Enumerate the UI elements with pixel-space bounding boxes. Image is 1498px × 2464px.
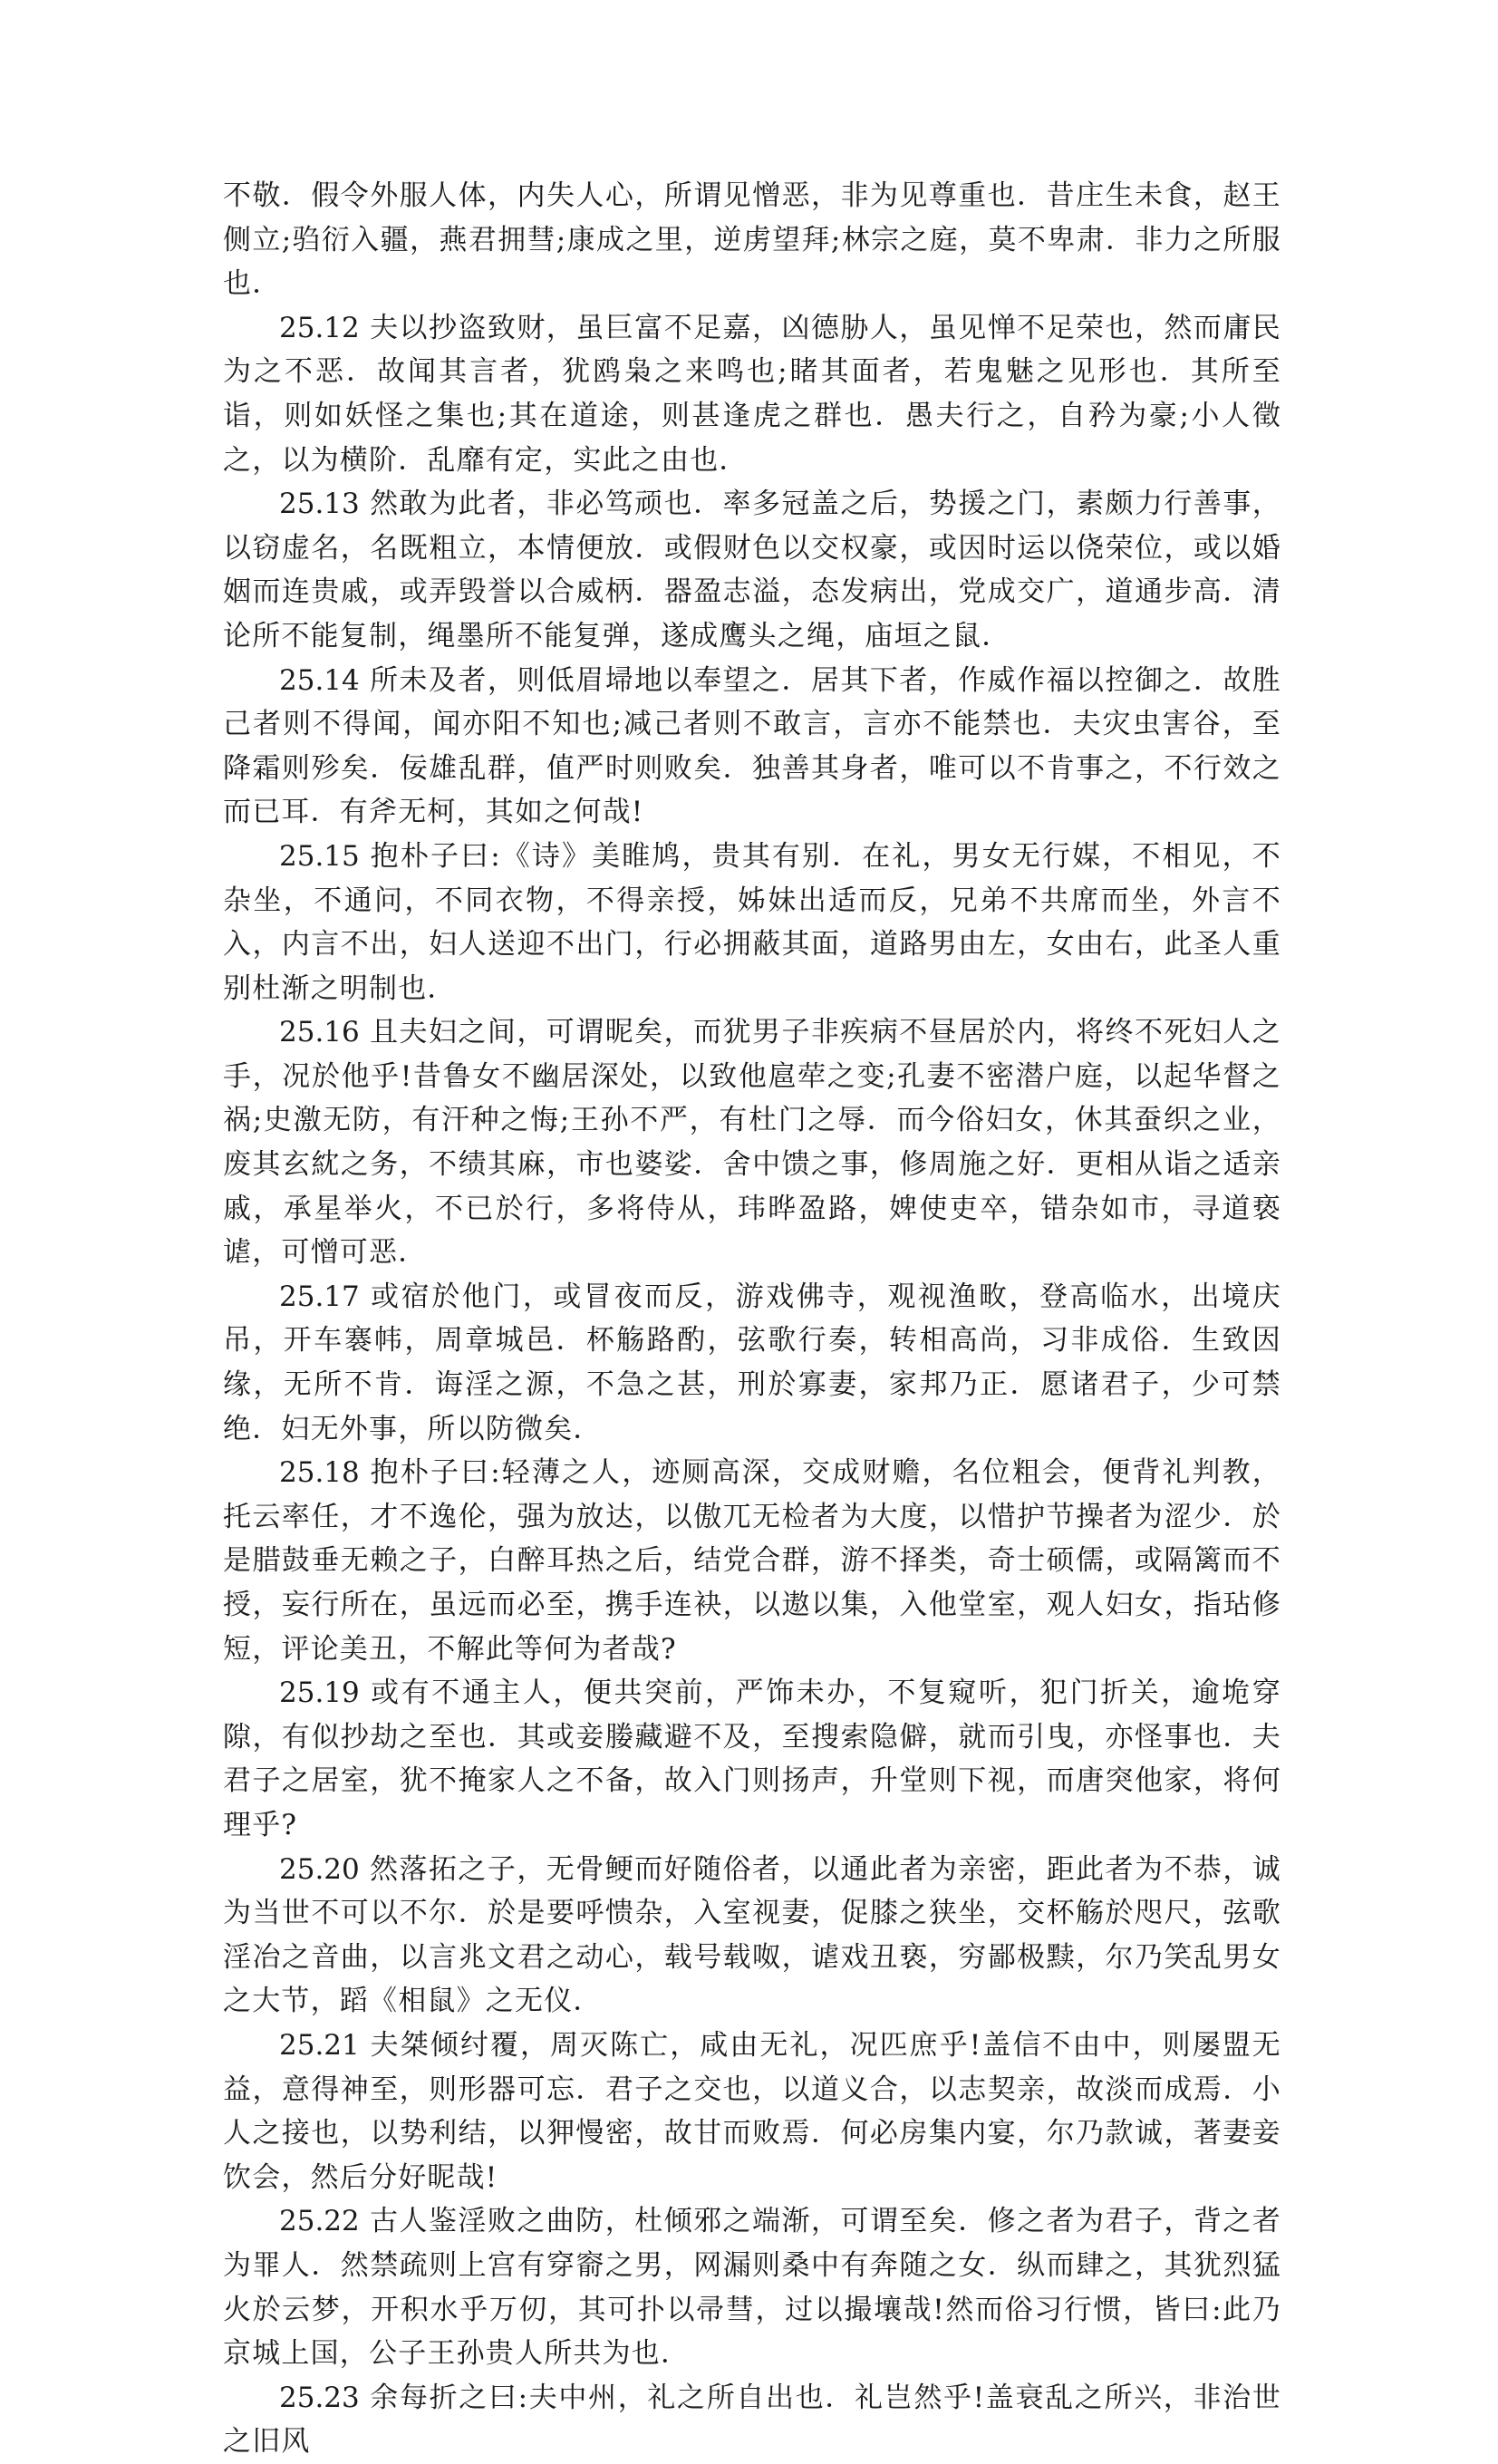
paragraph-number: 25.16 bbox=[279, 1016, 360, 1049]
paragraph-number: 25.13 bbox=[279, 488, 360, 521]
paragraph-text: 抱朴子曰:轻薄之人，迹厕高深，交成财赡，名位粗会，便背礼判教，托云率任，才不逸伦，强为放达，以傲兀无检者为大度，以惜护节操者为涩少．於是腊鼓垂无赖之子，白醉耳热之后，结党合群，游不择类，奇士硕儒，或隔篱而不授，妄行所在，虽远而必至，携手连袂，以遨以集，入他堂室，观人妇女，指玷修短，评论美丑，不解此等何为者哉? bbox=[223, 1456, 1281, 1666]
paragraph-text: 不敬．假令外服人体，内失人心，所谓见憎恶，非为见尊重也．昔庄生未食，赵王侧立;驺衍入疆，燕君拥彗;康成之里，逆虏望拜;林宗之庭，莫不卑肃．非力之所服也． bbox=[223, 179, 1281, 301]
paragraph-text: 古人鉴淫败之曲防，杜倾邪之端渐，可谓至矣．修之者为君子，背之者为罪人．然禁疏则上宫有穿窬之男，网漏则桑中有奔随之女．纵而肆之，其犹烈猛火於云梦，开积水乎万仞，其可扑以帚彗，过以撮壤哉!然而俗习行惯，皆曰:此乃京城上国，公子王孙贵人所共为也． bbox=[223, 2205, 1281, 2371]
paragraph-number: 25.21 bbox=[279, 2028, 360, 2062]
paragraph-text: 夫桀倾纣覆，周灭陈亡，咸由无礼，况匹庶乎!盖信不由中，则屡盟无益，意得神至，则形器可忘．君子之交也，以道义合，以志契亲，故淡而成焉．小人之接也，以势利结，以狎慢密，故甘而败焉．何必房集内宴，尔乃款诚，著妻妾饮会，然后分好昵哉! bbox=[223, 2028, 1282, 2194]
paragraph-number: 25.17 bbox=[279, 1280, 360, 1313]
paragraph-text: 然敢为此者，非必笃顽也．率多冠盖之后，势援之门，素颇力行善事，以窃虚名，名既粗立，本情便放．或假财色以交权豪，或因时运以侥荣位，或以婚姻而连贵戚，或弄毁誉以合威柄．器盈志溢，态发病出，党成交广，道通步高．清论所不能复制，绳墨所不能复弹，遂成鹰头之绳，庙垣之鼠． bbox=[223, 488, 1281, 652]
paragraph-25-15 bbox=[223, 835, 1281, 1010]
paragraph-text: 然落拓之子，无骨鲠而好随俗者，以通此者为亲密，距此者为不恭，诚为当世不可以不尔．於是要呼愦杂，入室视妻，促膝之狭坐，交杯觞於咫尺，弦歌淫冶之音曲，以言兆文君之动心，载号载呶，谑戏丑亵，穷鄙极黩，尔乃笑乱男女之大节，蹈《相鼠》之无仪． bbox=[223, 1852, 1281, 2018]
paragraph-25-17 bbox=[223, 1275, 1281, 1451]
paragraph-number: 25.18 bbox=[279, 1456, 360, 1490]
paragraph-25-23 bbox=[223, 2376, 1281, 2464]
paragraph-text: 夫以抄盗致财，虽巨富不足嘉，凶德胁人，虽见惮不足荣也，然而庸民为之不恶．故闻其言者，犹鸥枭之来鸣也;睹其面者，若鬼魅之见形也．其所至诣，则如妖怪之集也;其在道途，则甚逢虎之群也．愚夫行之，自矜为豪;小人徵之，以为横阶．乱靡有定，实此之由也． bbox=[223, 311, 1281, 477]
paragraph-text: 或有不通主人，便共突前，严饰未办，不复窥听，犯门折关，逾垝穿隙，有似抄劫之至也．其或妾媵藏避不及，至搜索隐僻，就而引曳，亦怪事也．夫君子之居室，犹不掩家人之不备，故入门则扬声，升堂则下视，而唐突他家，将何理乎? bbox=[223, 1676, 1282, 1841]
paragraph-25-16 bbox=[223, 1010, 1281, 1275]
paragraph-number: 25.23 bbox=[279, 2381, 360, 2414]
paragraph-number: 25.19 bbox=[279, 1676, 360, 1710]
paragraph-number: 25.15 bbox=[279, 839, 360, 873]
paragraph-number: 25.12 bbox=[279, 311, 360, 344]
paragraph-number: 25.22 bbox=[279, 2205, 360, 2238]
paragraph-text: 所未及者，则低眉埽地以奉望之．居其下者，作威作福以控御之．故胜己者则不得闻，闻亦阳不知也;减己者则不敢言，言亦不能禁也．夫灾虫害谷，至降霜则殄矣．佞雄乱群，值严时则败矣．独善其身者，唯可以不肯事之，不行效之而已耳．有斧无柯，其如之何哉! bbox=[223, 663, 1281, 829]
paragraph-continuation bbox=[223, 174, 1281, 306]
paragraph-25-21 bbox=[223, 2024, 1281, 2199]
paragraph-25-20 bbox=[223, 1848, 1281, 2024]
paragraph-25-12 bbox=[223, 306, 1281, 482]
paragraph-25-18 bbox=[223, 1451, 1281, 1671]
paragraph-number: 25.14 bbox=[279, 663, 360, 697]
paragraph-25-13 bbox=[223, 482, 1281, 658]
paragraph-25-19 bbox=[223, 1671, 1281, 1847]
body-text bbox=[223, 174, 1281, 2464]
paragraph-text: 余每折之曰:夫中州，礼之所自出也．礼岂然乎!盖衰乱之所兴，非治世之旧风 bbox=[223, 2381, 1281, 2459]
paragraph-number: 25.20 bbox=[279, 1852, 360, 1886]
paragraph-text: 且夫妇之间，可谓昵矣，而犹男子非疾病不昼居於内，将终不死妇人之手，况於他乎!昔鲁女不幽居深处，以致他扈荦之变;孔妻不密潜户庭，以起华督之祸;史激无防，有汗种之悔;王孙不严，有杜门之辱．而今俗妇女，休其蚕织之业，废其玄紞之务，不绩其麻，市也婆娑．舍中馈之事，修周施之好．更相从诣之适亲戚，承星举火，不已於行，多将侍从，玮晔盈路，婢使吏卒，错杂如市，寻道亵谑，可憎可恶． bbox=[223, 1016, 1281, 1270]
paragraph-25-22 bbox=[223, 2199, 1281, 2375]
paragraph-text: 或宿於他门，或冒夜而反，游戏佛寺，观视渔畋，登高临水，出境庆吊，开车褰帏，周章城邑．杯觞路酌，弦歌行奏，转相高尚，习非成俗．生致因缘，无所不肯．诲淫之源，不急之甚，刑於寡妻，家邦乃正．愿诸君子，少可禁绝．妇无外事，所以防微矣． bbox=[223, 1280, 1282, 1445]
paragraph-text: 抱朴子曰:《诗》美睢鸠，贵其有别．在礼，男女无行媒，不相见，不杂坐，不通问，不同衣物，不得亲授，姊妹出适而反，兄弟不共席而坐，外言不入，内言不出，妇人送迎不出门，行必拥蔽其面，道路男由左，女由右，此圣人重别杜渐之明制也． bbox=[223, 839, 1281, 1005]
paragraph-25-14 bbox=[223, 659, 1281, 835]
